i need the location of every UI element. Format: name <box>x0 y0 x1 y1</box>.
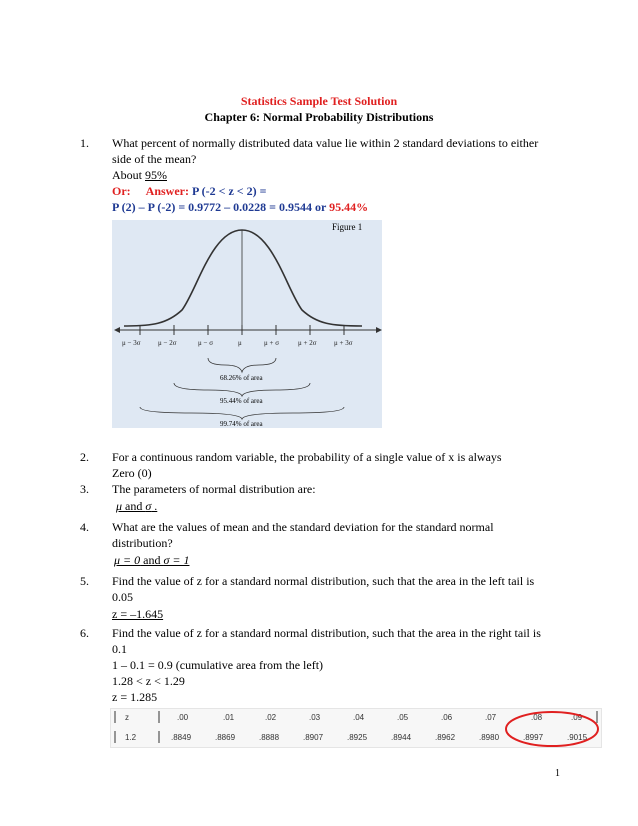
q6-line5: z = 1.285 <box>112 690 158 704</box>
q4-mu-value: μ = 0 <box>114 553 141 567</box>
z-col-02: .02 <box>265 713 277 722</box>
z-cell-09: .9015 <box>567 733 588 742</box>
z-header: z <box>125 713 129 722</box>
normal-curve-svg <box>112 220 382 428</box>
area-68-label: 68.26% of area <box>220 374 263 382</box>
q1-calc-line <box>112 200 368 215</box>
q6-number: 6. <box>80 626 89 640</box>
q4-and: and <box>140 553 164 567</box>
q1-text-line2: side of the mean? <box>112 152 197 166</box>
q1-text-line1: What percent of normally distributed data value lie within 2 standard deviations to either <box>112 136 539 150</box>
z-cell-03: .8907 <box>303 733 324 742</box>
q3-end: . <box>151 499 158 513</box>
z-col-06: .06 <box>441 713 453 722</box>
area-99-label: 99.74% of area <box>220 420 263 428</box>
z-cell-07: .8980 <box>479 733 500 742</box>
normal-curve-figure <box>112 220 382 428</box>
q1-calc: P (2) – P (-2) = 0.9772 – 0.0228 = 0.9544 or <box>112 200 330 214</box>
z-table-svg <box>111 709 601 747</box>
area-95-label: 95.44% of area <box>220 397 263 405</box>
q4-sigma-value: σ = 1 <box>163 553 190 567</box>
q1-answer-line <box>112 184 266 199</box>
q1-number: 1. <box>80 136 89 150</box>
z-cell-06: .8962 <box>435 733 456 742</box>
q3-sigma: σ <box>145 499 152 513</box>
q3-mu: μ <box>116 499 123 513</box>
z-cell-05: .8944 <box>391 733 412 742</box>
q1-about-prefix: About <box>112 168 145 182</box>
tick-label-m1: μ − σ <box>198 339 213 347</box>
z-col-00: .00 <box>177 713 189 722</box>
z-col-08: .08 <box>531 713 543 722</box>
q2-answer: Zero (0) <box>112 466 152 480</box>
tick-label-p3: μ + 3σ <box>334 339 353 347</box>
q1-answer-expr: P (-2 < z < 2) = <box>191 184 267 198</box>
z-cell-04: .8925 <box>347 733 368 742</box>
q6-text-line1: Find the value of z for a standard normal distribution, such that the area in the right tail is <box>112 626 541 640</box>
highlight-circle <box>506 712 598 746</box>
z-col-01: .01 <box>223 713 235 722</box>
q1-about-value: 95% <box>145 168 167 182</box>
q4-answer <box>114 553 189 568</box>
q5-answer: z = –1.645 <box>112 607 164 621</box>
z-cell-02: .8888 <box>259 733 280 742</box>
q1-or-label: Or: <box>112 184 131 198</box>
q1-percent: 95.44% <box>329 200 369 214</box>
z-table-excerpt <box>110 708 602 748</box>
z-col-03: .03 <box>309 713 321 722</box>
z-cell-00: .8849 <box>171 733 192 742</box>
z-col-04: .04 <box>353 713 365 722</box>
tick-label-m2: μ − 2σ <box>158 339 177 347</box>
q5-number: 5. <box>80 574 89 588</box>
tick-label-p2: μ + 2σ <box>298 339 317 347</box>
figure-label: Figure 1 <box>332 222 363 232</box>
q2-number: 2. <box>80 450 89 464</box>
q1-about <box>112 168 167 183</box>
z-row-label: 1.2 <box>125 733 137 742</box>
z-col-09: .09 <box>571 713 583 722</box>
q6-line3: 1 – 0.1 = 0.9 (cumulative area from the left) <box>112 658 324 672</box>
page-number: 1 <box>555 768 560 779</box>
z-cell-08: .8997 <box>523 733 544 742</box>
q3-and: and <box>122 499 146 513</box>
q4-text-line1: What are the values of mean and the standard deviation for the standard normal <box>112 520 494 534</box>
q5-text-line1: Find the value of z for a standard normal distribution, such that the area in the left tail is <box>112 574 535 588</box>
z-col-07: .07 <box>485 713 497 722</box>
q3-answer <box>116 499 157 514</box>
document-subtitle: Chapter 6: Normal Probability Distributions <box>204 110 434 124</box>
q4-text-line2: distribution? <box>112 536 173 550</box>
tick-label-0: μ <box>238 339 242 347</box>
document-title: Statistics Sample Test Solution <box>240 94 398 108</box>
q4-number: 4. <box>80 520 89 534</box>
q5-text-line2: 0.05 <box>112 590 133 604</box>
q3-number: 3. <box>80 482 89 496</box>
q6-text-line2: 0.1 <box>112 642 127 656</box>
tick-label-m3: μ − 3σ <box>122 339 141 347</box>
q2-text: For a continuous random variable, the probability of a single value of x is always <box>112 450 502 464</box>
q1-answer-label: Answer: <box>145 184 189 198</box>
q3-text: The parameters of normal distribution are: <box>112 482 316 496</box>
tick-label-p1: μ + σ <box>264 339 279 347</box>
q6-line4: 1.28 < z < 1.29 <box>112 674 185 688</box>
z-cell-01: .8869 <box>215 733 236 742</box>
z-col-05: .05 <box>397 713 409 722</box>
